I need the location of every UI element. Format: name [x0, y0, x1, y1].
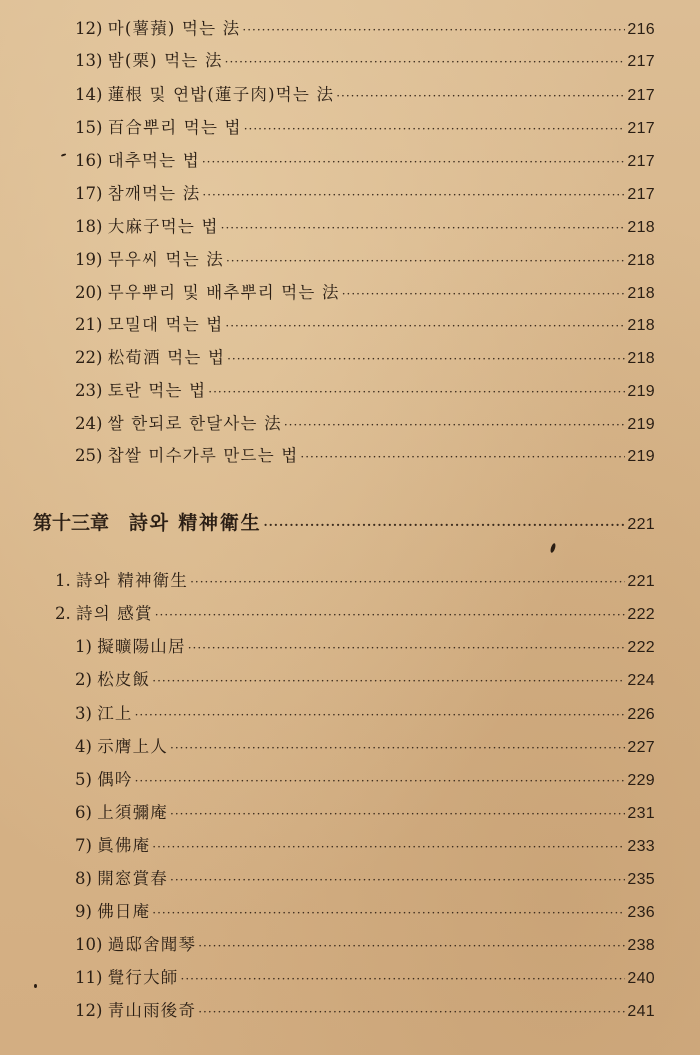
- entry-page: 222: [627, 606, 655, 623]
- entry-page: 238: [627, 937, 655, 954]
- entry-page: 227: [627, 739, 655, 756]
- toc-entry: [75, 183, 655, 205]
- entry-number: 24): [75, 414, 103, 433]
- entry-title: 示膺上人: [97, 737, 168, 756]
- chapter-title: 詩와 精神衛生: [128, 512, 262, 534]
- entry-number: 3): [75, 704, 92, 723]
- entry-title: 開窓賞春: [97, 869, 168, 888]
- entry-title: 토란 먹는 법: [107, 381, 207, 400]
- entry-number: 1.: [55, 571, 71, 590]
- toc-entry: [75, 802, 655, 824]
- entry-number: 8): [75, 869, 92, 888]
- entry-title: 松荀酒 먹는 법: [107, 348, 226, 367]
- entry-number: 5): [75, 770, 92, 789]
- toc-entry: [75, 282, 655, 304]
- toc-entry: [75, 736, 655, 758]
- dot-leader: [198, 1001, 625, 1023]
- dot-leader: [152, 670, 625, 692]
- entry-number: 14): [75, 85, 103, 104]
- entry-number: 16): [75, 151, 103, 170]
- toc-entry: [75, 835, 655, 857]
- dot-leader: [225, 51, 626, 73]
- toc-entry: [75, 117, 655, 139]
- entry-title: 江上: [97, 704, 133, 723]
- ink-speck: [34, 984, 37, 988]
- entry-number: 22): [75, 348, 103, 367]
- entry-title: 쌀 한되로 한달사는 法: [107, 414, 282, 433]
- entry-page: 217: [627, 120, 655, 137]
- dot-leader: [263, 512, 625, 538]
- toc-entry: [75, 769, 655, 791]
- dot-leader: [342, 283, 626, 305]
- toc-entry: [55, 603, 655, 625]
- dot-leader: [202, 151, 626, 173]
- entry-title: 擬曠陽山居: [97, 637, 186, 656]
- toc-entry: [75, 84, 655, 106]
- entry-number: 2.: [55, 604, 71, 623]
- dot-leader: [135, 770, 626, 792]
- chapter-page: 221: [627, 516, 655, 533]
- entry-number: 12): [75, 19, 103, 38]
- entry-page: 219: [627, 383, 655, 400]
- dot-leader: [135, 704, 626, 726]
- entry-page: 217: [627, 153, 655, 170]
- entry-number: 17): [75, 184, 103, 203]
- entry-page: 217: [627, 186, 655, 203]
- toc-entry: [75, 413, 655, 435]
- entry-page: 218: [627, 252, 655, 269]
- entry-number: 10): [75, 935, 103, 954]
- toc-entry: [75, 669, 655, 691]
- entry-title: 대추먹는 법: [107, 151, 200, 170]
- entry-page: 224: [627, 672, 655, 689]
- toc-entry: [75, 347, 655, 369]
- entry-page: 216: [627, 21, 655, 38]
- entry-title: 佛日庵: [97, 902, 151, 921]
- entry-page: 218: [627, 317, 655, 334]
- ink-speck: [61, 153, 66, 156]
- dot-leader: [188, 637, 626, 659]
- entry-page: 240: [627, 970, 655, 987]
- entry-page: 218: [627, 350, 655, 367]
- entry-title: 참깨먹는 法: [107, 184, 201, 203]
- dot-leader: [242, 19, 625, 41]
- entry-number: 1): [75, 637, 92, 656]
- dot-leader: [190, 571, 625, 593]
- entry-number: 2): [75, 670, 92, 689]
- entry-page: 241: [627, 1003, 655, 1020]
- entry-title: 百合뿌리 먹는 법: [107, 118, 242, 137]
- entry-title: 무우뿌리 및 배추뿌리 먹는 法: [107, 283, 340, 302]
- entry-page: 226: [627, 706, 655, 723]
- entry-page: 219: [627, 448, 655, 465]
- entry-title: 무우씨 먹는 法: [107, 250, 224, 269]
- entry-page: 231: [627, 805, 655, 822]
- entry-page: 218: [627, 285, 655, 302]
- toc-entry: [75, 150, 655, 172]
- dot-leader: [198, 935, 625, 957]
- entry-title: 大麻子먹는 법: [107, 217, 219, 236]
- toc-entry: [75, 380, 655, 402]
- dot-leader: [202, 184, 625, 206]
- dot-leader: [170, 737, 625, 759]
- entry-number: 25): [75, 446, 103, 465]
- dot-leader: [170, 803, 625, 825]
- entry-page: 218: [627, 219, 655, 236]
- toc-entry: [75, 934, 655, 956]
- entry-title: 詩와 精神衛生: [76, 571, 189, 590]
- dot-leader: [336, 85, 625, 107]
- entry-number: 19): [75, 250, 103, 269]
- toc-entry: [55, 570, 655, 592]
- entry-number: 7): [75, 836, 92, 855]
- toc-entry: [75, 249, 655, 271]
- entry-title: 詩의 感賞: [76, 604, 153, 623]
- entry-number: 23): [75, 381, 103, 400]
- entry-number: 13): [75, 51, 103, 70]
- toc-entry: [75, 1000, 655, 1022]
- entry-title: 上須彌庵: [97, 803, 168, 822]
- entry-number: 12): [75, 1001, 103, 1020]
- entry-page: 221: [627, 573, 655, 590]
- chapter-heading: [33, 510, 655, 536]
- dot-leader: [226, 250, 625, 272]
- entry-number: 15): [75, 118, 103, 137]
- entry-title: 모밀대 먹는 법: [107, 315, 224, 334]
- dot-leader: [300, 446, 625, 468]
- toc-entry: [75, 703, 655, 725]
- toc-entry: [75, 967, 655, 989]
- entry-page: 235: [627, 871, 655, 888]
- dot-leader: [155, 604, 626, 626]
- dot-leader: [181, 968, 626, 990]
- entry-number: 4): [75, 737, 92, 756]
- entry-number: 11): [75, 968, 103, 987]
- entry-number: 9): [75, 902, 92, 921]
- entry-page: 222: [627, 639, 655, 656]
- ink-speck: [550, 543, 557, 554]
- entry-page: 236: [627, 904, 655, 921]
- dot-leader: [221, 217, 626, 239]
- entry-title: 밤(栗) 먹는 法: [107, 51, 223, 70]
- entry-title: 靑山雨後奇: [107, 1001, 197, 1020]
- dot-leader: [152, 902, 625, 924]
- entry-page: 219: [627, 416, 655, 433]
- entry-title: 偶吟: [97, 770, 133, 789]
- entry-title: 蓮根 및 연밥(蓮子肉)먹는 法: [107, 85, 335, 104]
- toc-entry: [75, 901, 655, 923]
- toc-entry: [75, 868, 655, 890]
- entry-number: 21): [75, 315, 103, 334]
- entry-page: 233: [627, 838, 655, 855]
- entry-title: 松皮飯: [97, 670, 151, 689]
- dot-leader: [152, 836, 625, 858]
- entry-title: 찹쌀 미수가루 만드는 법: [107, 446, 299, 465]
- dot-leader: [208, 381, 625, 403]
- entry-page: 217: [627, 87, 655, 104]
- dot-leader: [284, 414, 626, 436]
- toc-entry: [75, 50, 655, 72]
- entry-page: 229: [627, 772, 655, 789]
- toc-entry: [75, 445, 655, 467]
- entry-title: 過邸舍聞琴: [107, 935, 197, 954]
- dot-leader: [227, 348, 625, 370]
- entry-number: 20): [75, 283, 103, 302]
- dot-leader: [244, 118, 626, 140]
- entry-number: 18): [75, 217, 103, 236]
- chapter-number: 第十三章: [33, 512, 110, 534]
- dot-leader: [225, 315, 625, 337]
- toc-entry: [75, 636, 655, 658]
- dot-leader: [170, 869, 625, 891]
- toc-entry: [75, 314, 655, 336]
- toc-entry: [75, 18, 655, 40]
- entry-page: 217: [627, 53, 655, 70]
- entry-title: 覺行大師: [107, 968, 179, 987]
- entry-number: 6): [75, 803, 92, 822]
- entry-title: 眞佛庵: [97, 836, 151, 855]
- toc-entry: [75, 216, 655, 238]
- entry-title: 마(薯蕷) 먹는 法: [107, 19, 241, 38]
